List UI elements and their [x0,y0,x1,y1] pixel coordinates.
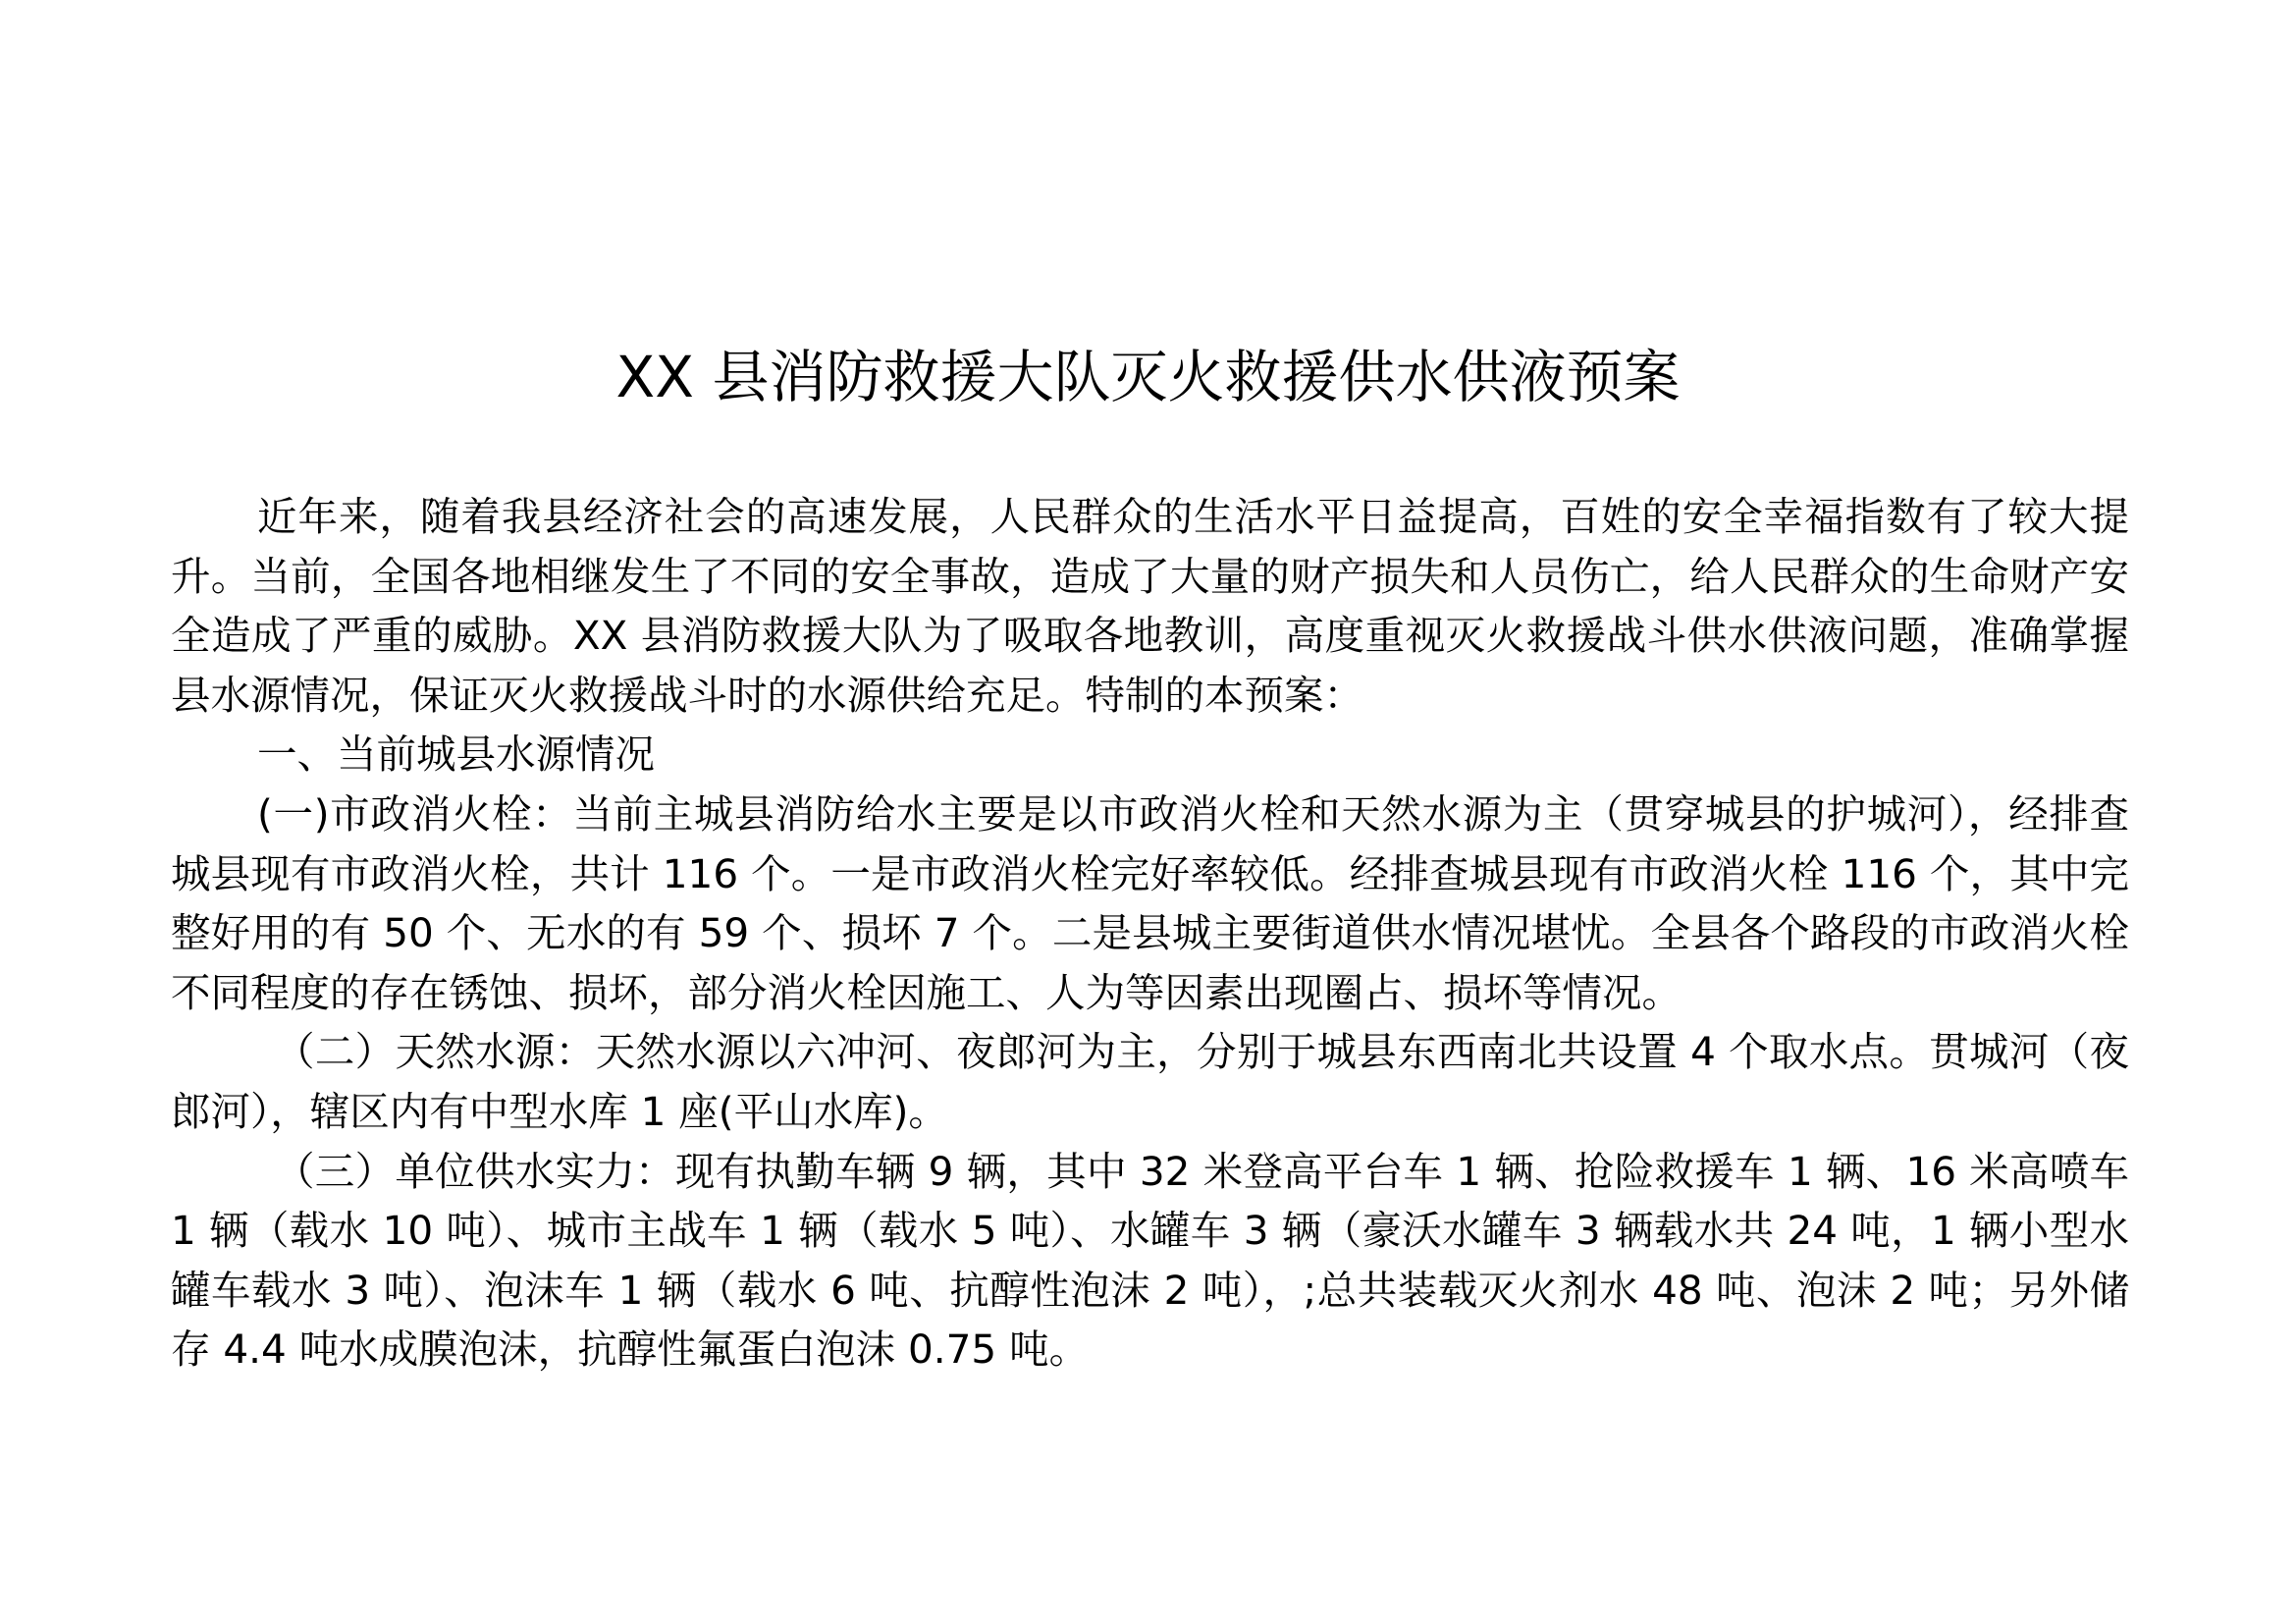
intro-paragraph: 近年来，随着我县经济社会的高速发展，人民群众的生活水平日益提高，百姓的安全幸福指数有了较大提升。当前，全国各地相继发生了不同的安全事故，造成了大量的财产损失和人员伤亡，给人民群众的生命财产安全造成了严重的威胁。XX 县消防救援大队为了吸取各地教训，高度重视灭火救援战斗供水供液问题，准确掌握县水源情况，保证灭火救援战斗时的水源供给充足。特制的本预案： [171,493,2129,719]
document-body [171,487,2129,1380]
section-heading-water-sources: 一、当前城县水源情况 [257,730,655,779]
paragraph-unit-water-supply-capacity: （三）单位供水实力：现有执勤车辆 9 辆，其中 32 米登高平台车 1 辆、抢险救援车 1 辆、16 米高喷车 1 辆（载水 10 吨）、城市主战车 1 辆（载水 5 吨）、水罐车 3 辆（豪沃水罐车 3 辆载水共 24 吨，1 辆小型水罐车载水 3 吨）、泡沫车 1 辆（载水 6 吨、抗醇性泡沫 2 吨），;总共装载灭火剂水 48 吨、泡沫 2 吨；另外储存 4.4 吨水成膜泡沫，抗醇性氟蛋白泡沫 0.75 吨。 [171,1147,2129,1374]
paragraph-municipal-hydrants: (一)市政消火栓：当前主城县消防给水主要是以市政消火栓和天然水源为主（贯穿城县的护城河），经排查城县现有市政消火栓，共计 116 个。一是市政消火栓完好率较低。经排查城县现有市政消火栓 116 个，其中完整好用的有 50 个、无水的有 59 个、损坏 7 个。二是县城主要街道供水情况堪忧。全县各个路段的市政消火栓不同程度的存在锈蚀、损坏，部分消火栓因施工、人为等因素出现圈占、损坏等情况。 [171,789,2129,1016]
document-title: XX 县消防救援大队灭火救援供水供液预案 [615,344,1681,410]
paragraph-natural-water-sources: （二）天然水源：天然水源以六冲河、夜郎河为主，分别于城县东西南北共设置 4 个取水点。贯城河（夜郎河），辖区内有中型水库 1 座(平山水库)。 [171,1028,2129,1135]
